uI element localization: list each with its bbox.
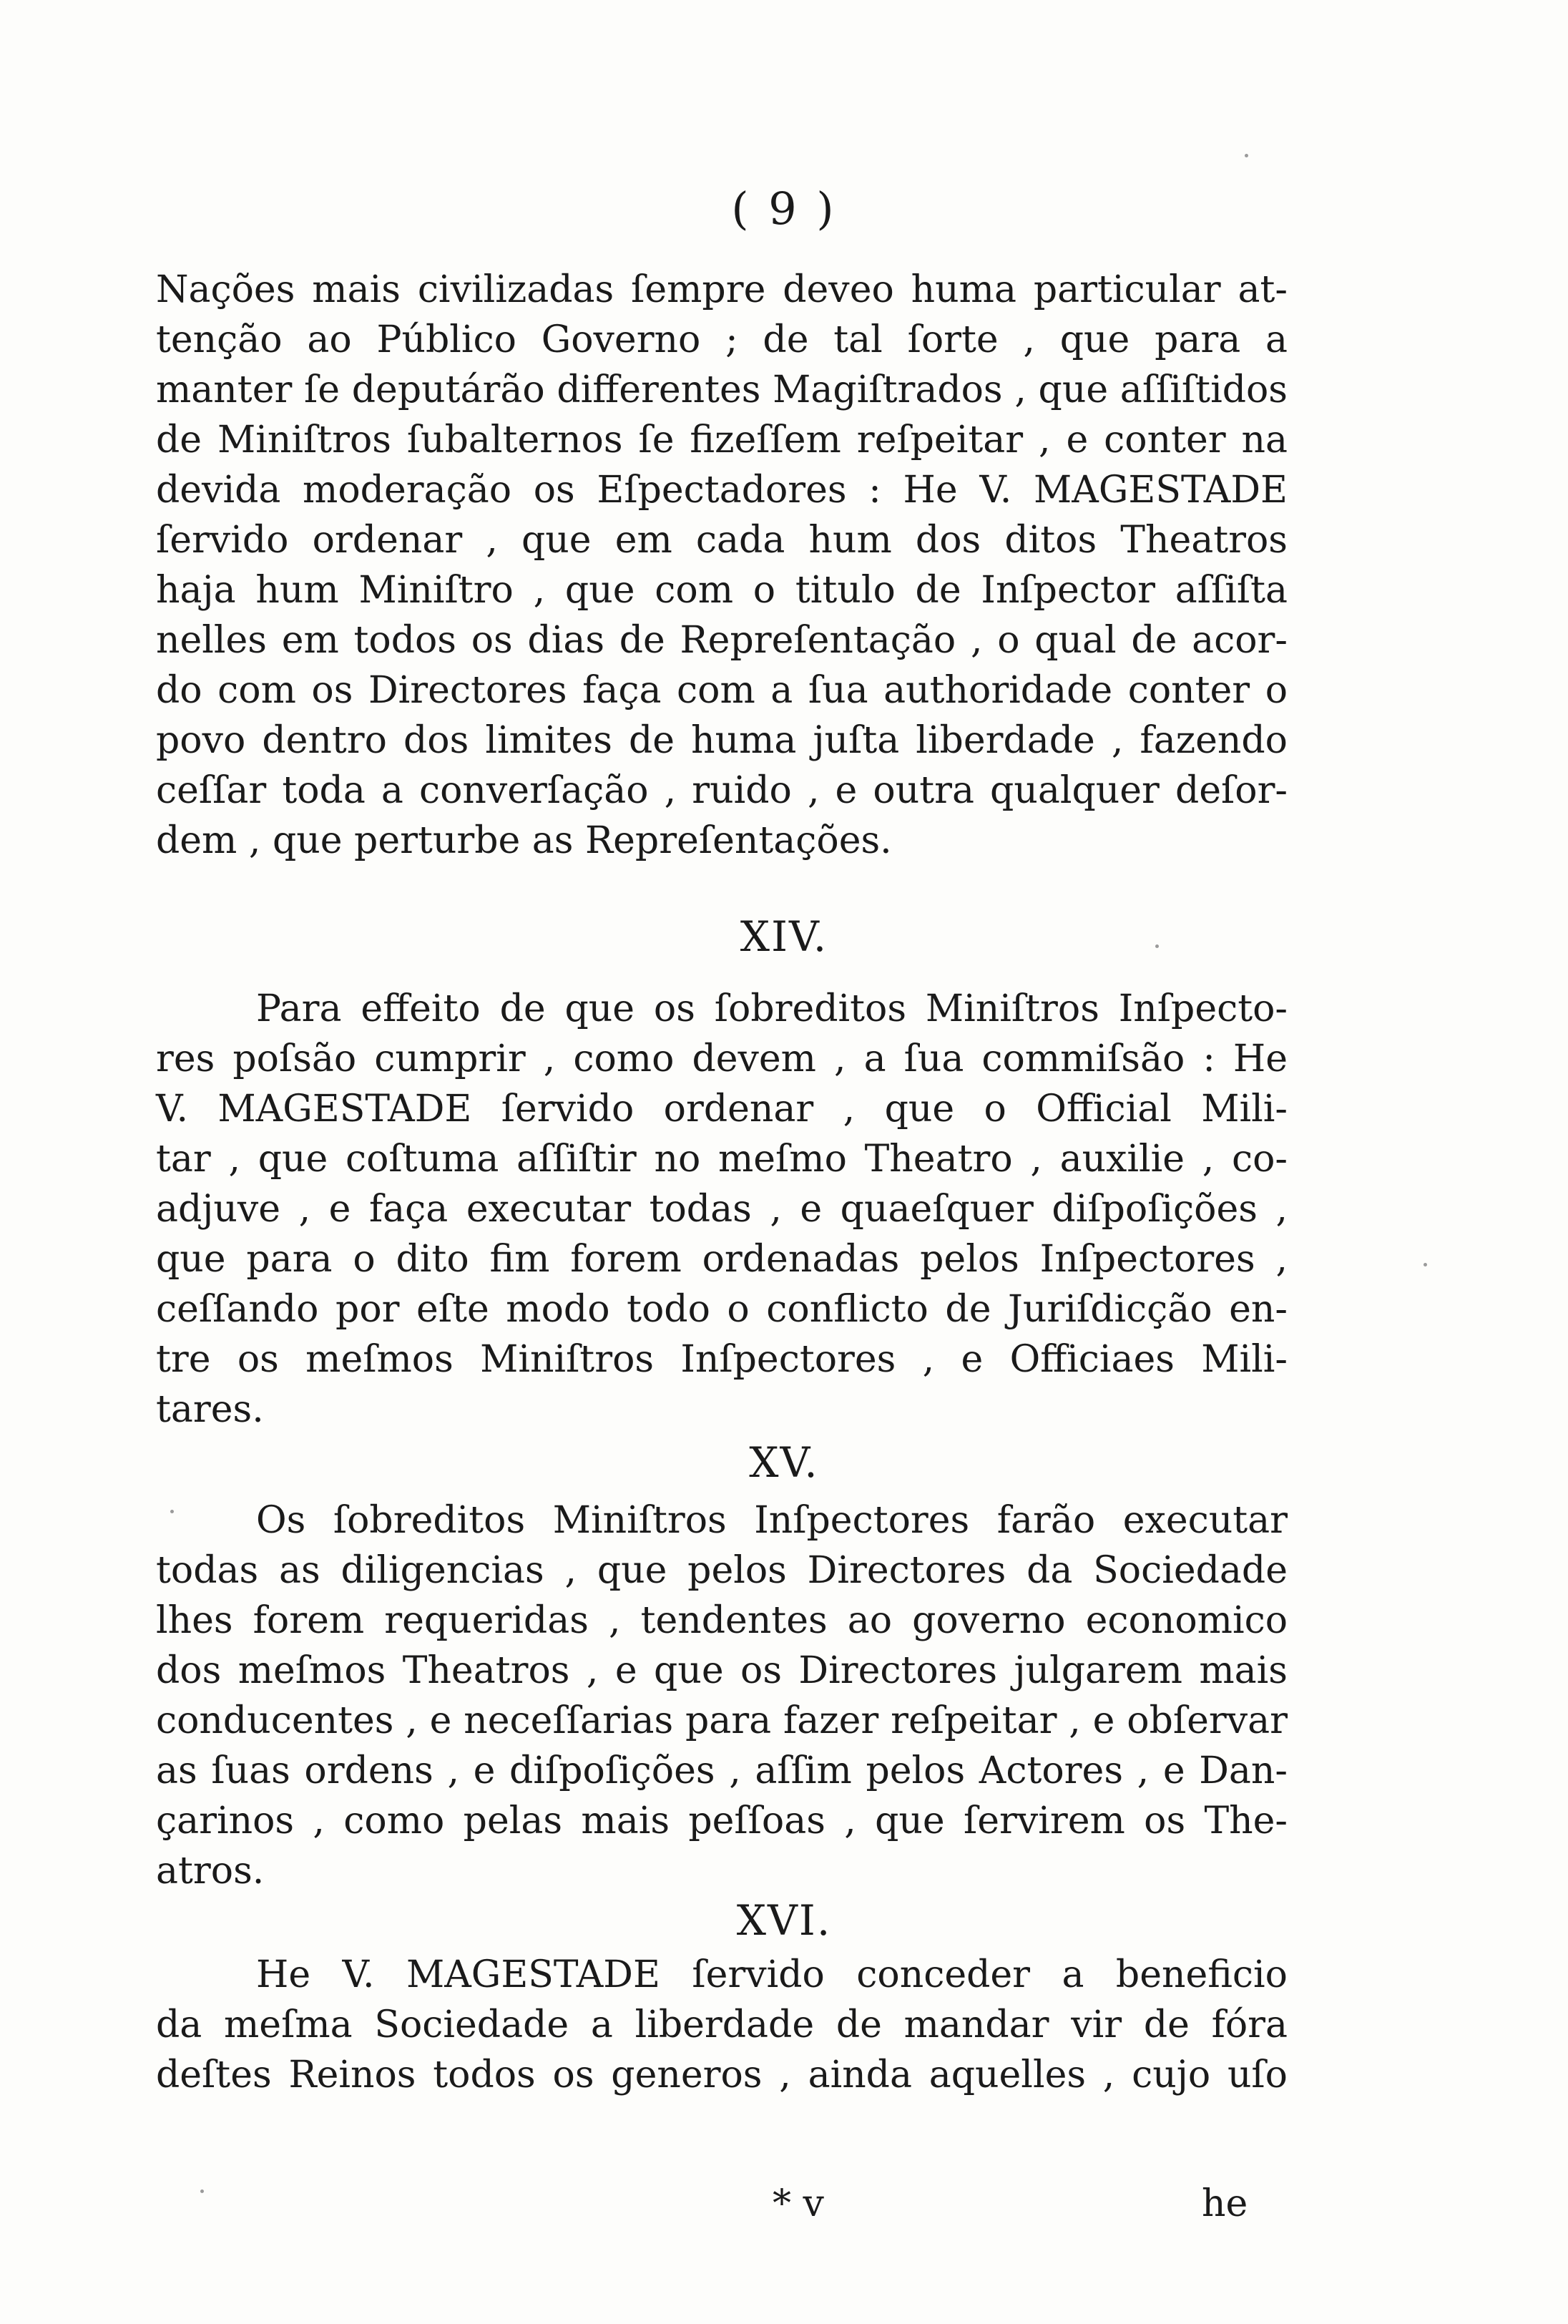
page-number: ( 9 ) [731, 182, 837, 235]
paper-speck [200, 2189, 204, 2193]
text-line: que para o dito fim forem ordenadas pelos Inſpectores , [156, 1238, 1288, 1281]
text-line: manter ſe deputárão differentes Magiſtrados , que aſſiſtidos [156, 368, 1288, 411]
text-line: dos meſmos Theatros , e que os Directores julgarem mais [156, 1649, 1288, 1692]
catchword: he [1202, 2182, 1248, 2225]
text-line: Os ſobreditos Miniſtros Inſpectores farão executar [256, 1499, 1288, 1542]
text-line: tares. [156, 1388, 264, 1431]
text-line: todas as diligencias , que pelos Directores da Sociedade [156, 1549, 1288, 1592]
text-line: ceſſando por eſte modo todo o conflicto de Juriſdicção en- [156, 1288, 1288, 1331]
paragraph-xvi [156, 1950, 1288, 2100]
text-line: çarinos , como pelas mais peſſoas , que ſervirem os The- [156, 1800, 1288, 1842]
text-line: tenção ao Público Governo ; de tal ſorte , que para a [156, 318, 1288, 361]
text-line: do com os Directores faça com a ſua authoridade conter o [156, 669, 1288, 712]
text-line: tar , que coſtuma aſſiſtir no meſmo Theatro , auxilie , co- [156, 1138, 1288, 1181]
text-line: ſervido ordenar , que em cada hum dos ditos Theatros [156, 519, 1288, 562]
text-line: He V. MAGESTADE ſervido conceder a beneficio [256, 1953, 1288, 1996]
text-line: da meſma Sociedade a liberdade de mandar vir de fóra [156, 2003, 1288, 2046]
paper-speck [1155, 944, 1159, 948]
text-line: tre os meſmos Miniſtros Inſpectores , e Officiaes Mili- [156, 1338, 1288, 1381]
text-line: res poſsão cumprir , como devem , a ſua commiſsão : He [156, 1038, 1288, 1080]
text-line: as ſuas ordens , e diſpoſições , aſſim pelos Actores , e Dan- [156, 1749, 1288, 1792]
text-line: haja hum Miniſtro , que com o titulo de Inſpector aſſiſta [156, 569, 1288, 612]
section-heading-xvi: XVI. [736, 1896, 832, 1945]
text-line: atros. [156, 1850, 265, 1893]
paragraph-1 [156, 265, 1288, 866]
paper-speck [170, 1510, 174, 1513]
text-line: de Miniſtros ſubalternos ſe fizeſſem reſpeitar , e conter na [156, 419, 1288, 462]
text-line: povo dentro dos limites de huma juſta liberdade , fazendo [156, 719, 1288, 762]
text-line: nelles em todos os dias de Repreſentação , o qual de acor- [156, 619, 1288, 662]
paper-speck [1245, 154, 1248, 157]
text-line: lhes forem requeridas , tendentes ao governo economico [156, 1599, 1288, 1642]
text-line: ceſſar toda a converſação , ruido , e outra qualquer deſor- [156, 769, 1288, 812]
text-line: V. MAGESTADE ſervido ordenar , que o Official Mili- [156, 1088, 1288, 1131]
text-line: adjuve , e faça executar todas , e quaeſquer diſpoſições , [156, 1188, 1288, 1231]
paragraph-xv [156, 1495, 1288, 1896]
section-heading-xiv: XIV. [740, 912, 828, 961]
text-line: conducentes , e neceſſarias para fazer reſpeitar , e obſervar [156, 1699, 1288, 1742]
paragraph-xiv [156, 984, 1288, 1435]
text-line: devida moderação os Eſpectadores : He V. MAGESTADE [156, 469, 1288, 512]
section-heading-xv: XV. [749, 1438, 819, 1487]
signature-mark: * v [773, 2182, 824, 2225]
text-line: deſtes Reinos todos os generos , ainda aquelles , cujo uſo [156, 2054, 1288, 2096]
text-line: dem , que perturbe as Repreſentações. [156, 819, 892, 862]
text-line: Para effeito de que os ſobreditos Miniſtros Inſpecto- [256, 987, 1288, 1030]
text-line: Nações mais civilizadas ſempre deveo huma particular at- [156, 268, 1288, 311]
paper-speck [1424, 1263, 1427, 1266]
